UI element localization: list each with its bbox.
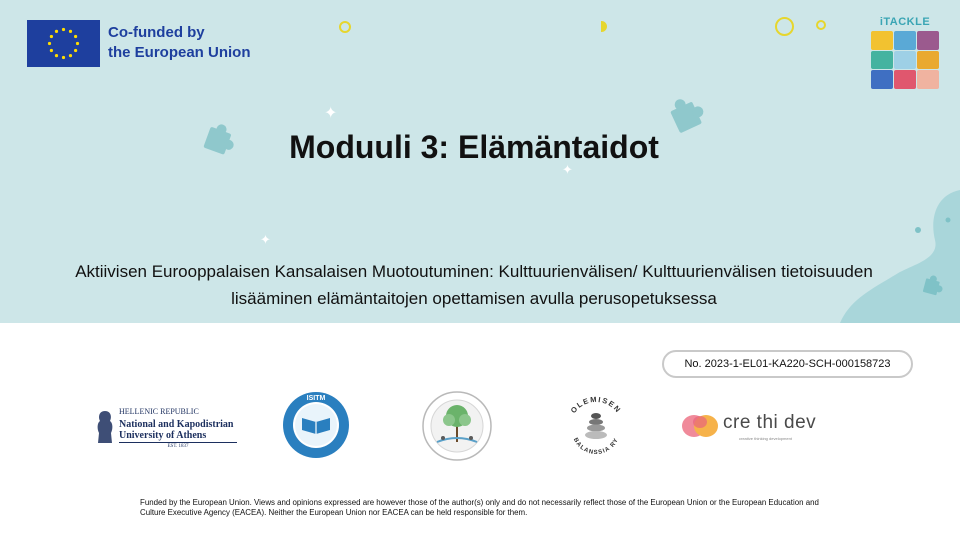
page-subtitle: Aktiivisen Eurooppalaisen Kansalaisen Muotoutuminen: Kulttuurienvälisen/ Kulttuurienvälisen tietoisuuden lisääminen elämäntaitojen opettamisen avulla perusopetuksessa	[75, 262, 873, 308]
olemisen-top-text: OLEMISEN	[568, 394, 624, 415]
ring-decoration	[339, 21, 351, 33]
uoa-line-2: National and Kapodistrian University of Athens	[119, 419, 234, 441]
olemisen-bottom-text: BALANSSIA RY	[571, 437, 621, 457]
ring-decoration	[775, 17, 794, 36]
isitm-acronym: ISITM	[306, 395, 326, 402]
half-moon-decoration	[601, 21, 607, 32]
crethidev-name: cre thi dev	[723, 412, 817, 433]
athena-crest-icon	[95, 409, 115, 445]
partner-logo-uoa	[93, 404, 253, 454]
sparkle-icon: ✦	[562, 162, 573, 177]
svg-text:OLEMISEN	[569, 395, 623, 415]
svg-text:BALANSSIA RY	[572, 437, 620, 456]
page-title: Moduuli 3: Elämäntaidot	[289, 129, 659, 165]
eu-flag-icon	[27, 20, 100, 67]
partner-logo-crethidev	[681, 407, 831, 447]
brain-icon	[681, 411, 719, 441]
sparkle-icon: ✦	[260, 232, 271, 247]
project-number-badge: No. 2023-1-EL01-KA220-SCH-000158723	[662, 350, 913, 378]
partner-logo-olemisen-balanssia	[560, 390, 632, 462]
funding-disclaimer: Funded by the European Union. Views and opinions expressed are however those of the author(s) only and do not necessarily reflect those of the European Union or the European Education and Culture Executive Agency (EACEA). Neither the European Union nor EACEA can be held responsible for them.	[140, 498, 819, 517]
itackle-logo	[868, 16, 942, 90]
uoa-line-1: HELLENIC REPUBLIC	[119, 407, 199, 416]
crethidev-tagline: creative thinking development	[739, 436, 792, 441]
partner-logo-isitm	[281, 390, 351, 460]
itackle-puzzle-icon	[871, 31, 939, 89]
eu-line-1: Co-funded by	[108, 24, 205, 41]
eu-line-2: the European Union	[108, 44, 251, 61]
ring-decoration	[816, 20, 826, 30]
sparkle-icon: ✦	[324, 105, 338, 122]
partner-logo-education	[419, 390, 495, 462]
eu-cofunded-label	[108, 23, 308, 63]
itackle-label: iTACKLE	[879, 16, 931, 28]
uoa-line-3: EST. 1837	[119, 442, 237, 449]
